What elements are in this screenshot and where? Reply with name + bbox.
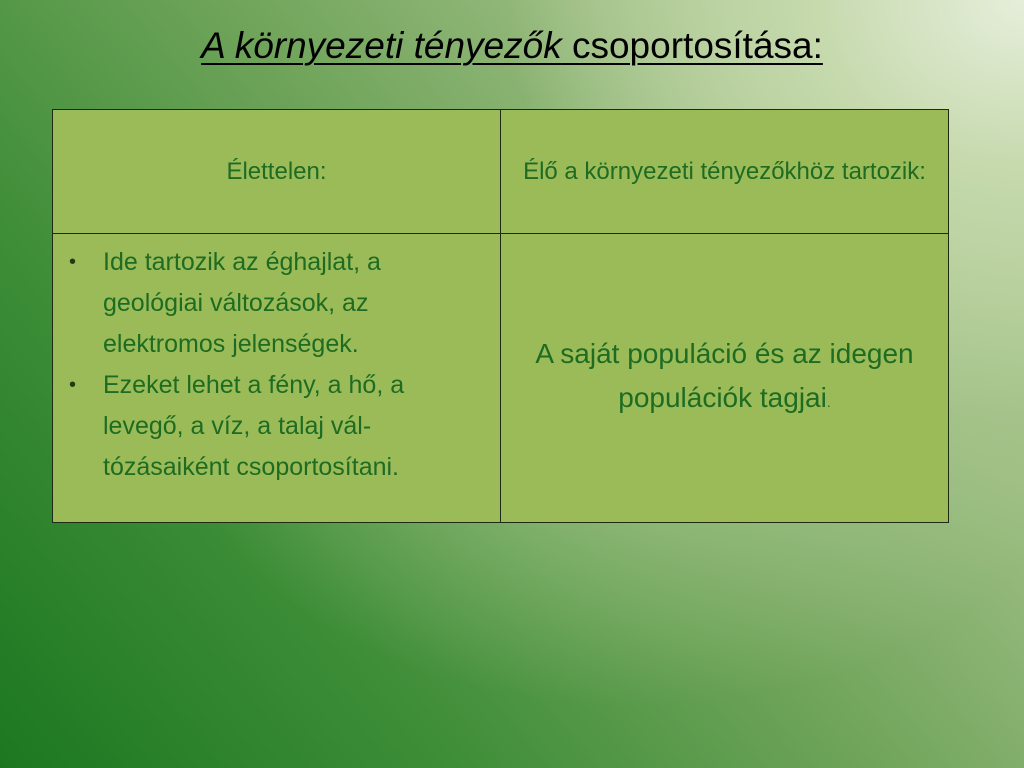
table-body-row: [53, 234, 949, 523]
list-item: [67, 365, 482, 488]
header-abiotic-text: Élettelen:: [226, 157, 327, 185]
title-rest-part: csoportosítása:: [561, 25, 823, 66]
table-header-row: [53, 110, 949, 234]
bullet-text: Ide tartozik az éghajlat, a geológiai változások, az elektromos jelenségek.: [103, 248, 381, 358]
bullet-text: Ezeket lehet a fény, a hő, a levegő, a víz, a talaj vál-tózásaiként csoportosítani.: [103, 371, 405, 481]
biotic-description: [501, 332, 948, 424]
slide-title: [0, 18, 1024, 74]
header-cell-abiotic: [53, 110, 501, 234]
grouping-table: [52, 109, 949, 523]
body-cell-abiotic: [53, 234, 501, 523]
header-cell-biotic: [501, 110, 949, 234]
body-cell-biotic: [501, 234, 949, 523]
title-italic-part: A környezeti tényezők: [201, 25, 562, 66]
header-biotic-text: Élő a környezeti tényezőkhöz tartozik:: [523, 157, 926, 185]
abiotic-bullet-list: [53, 234, 500, 498]
biotic-description-period: .: [826, 394, 831, 410]
bullet-icon: •: [69, 374, 77, 396]
list-item: [67, 242, 482, 365]
biotic-description-text: A saját populáció és az idegen populációk tagjai: [535, 338, 914, 413]
bullet-icon: •: [69, 251, 77, 273]
